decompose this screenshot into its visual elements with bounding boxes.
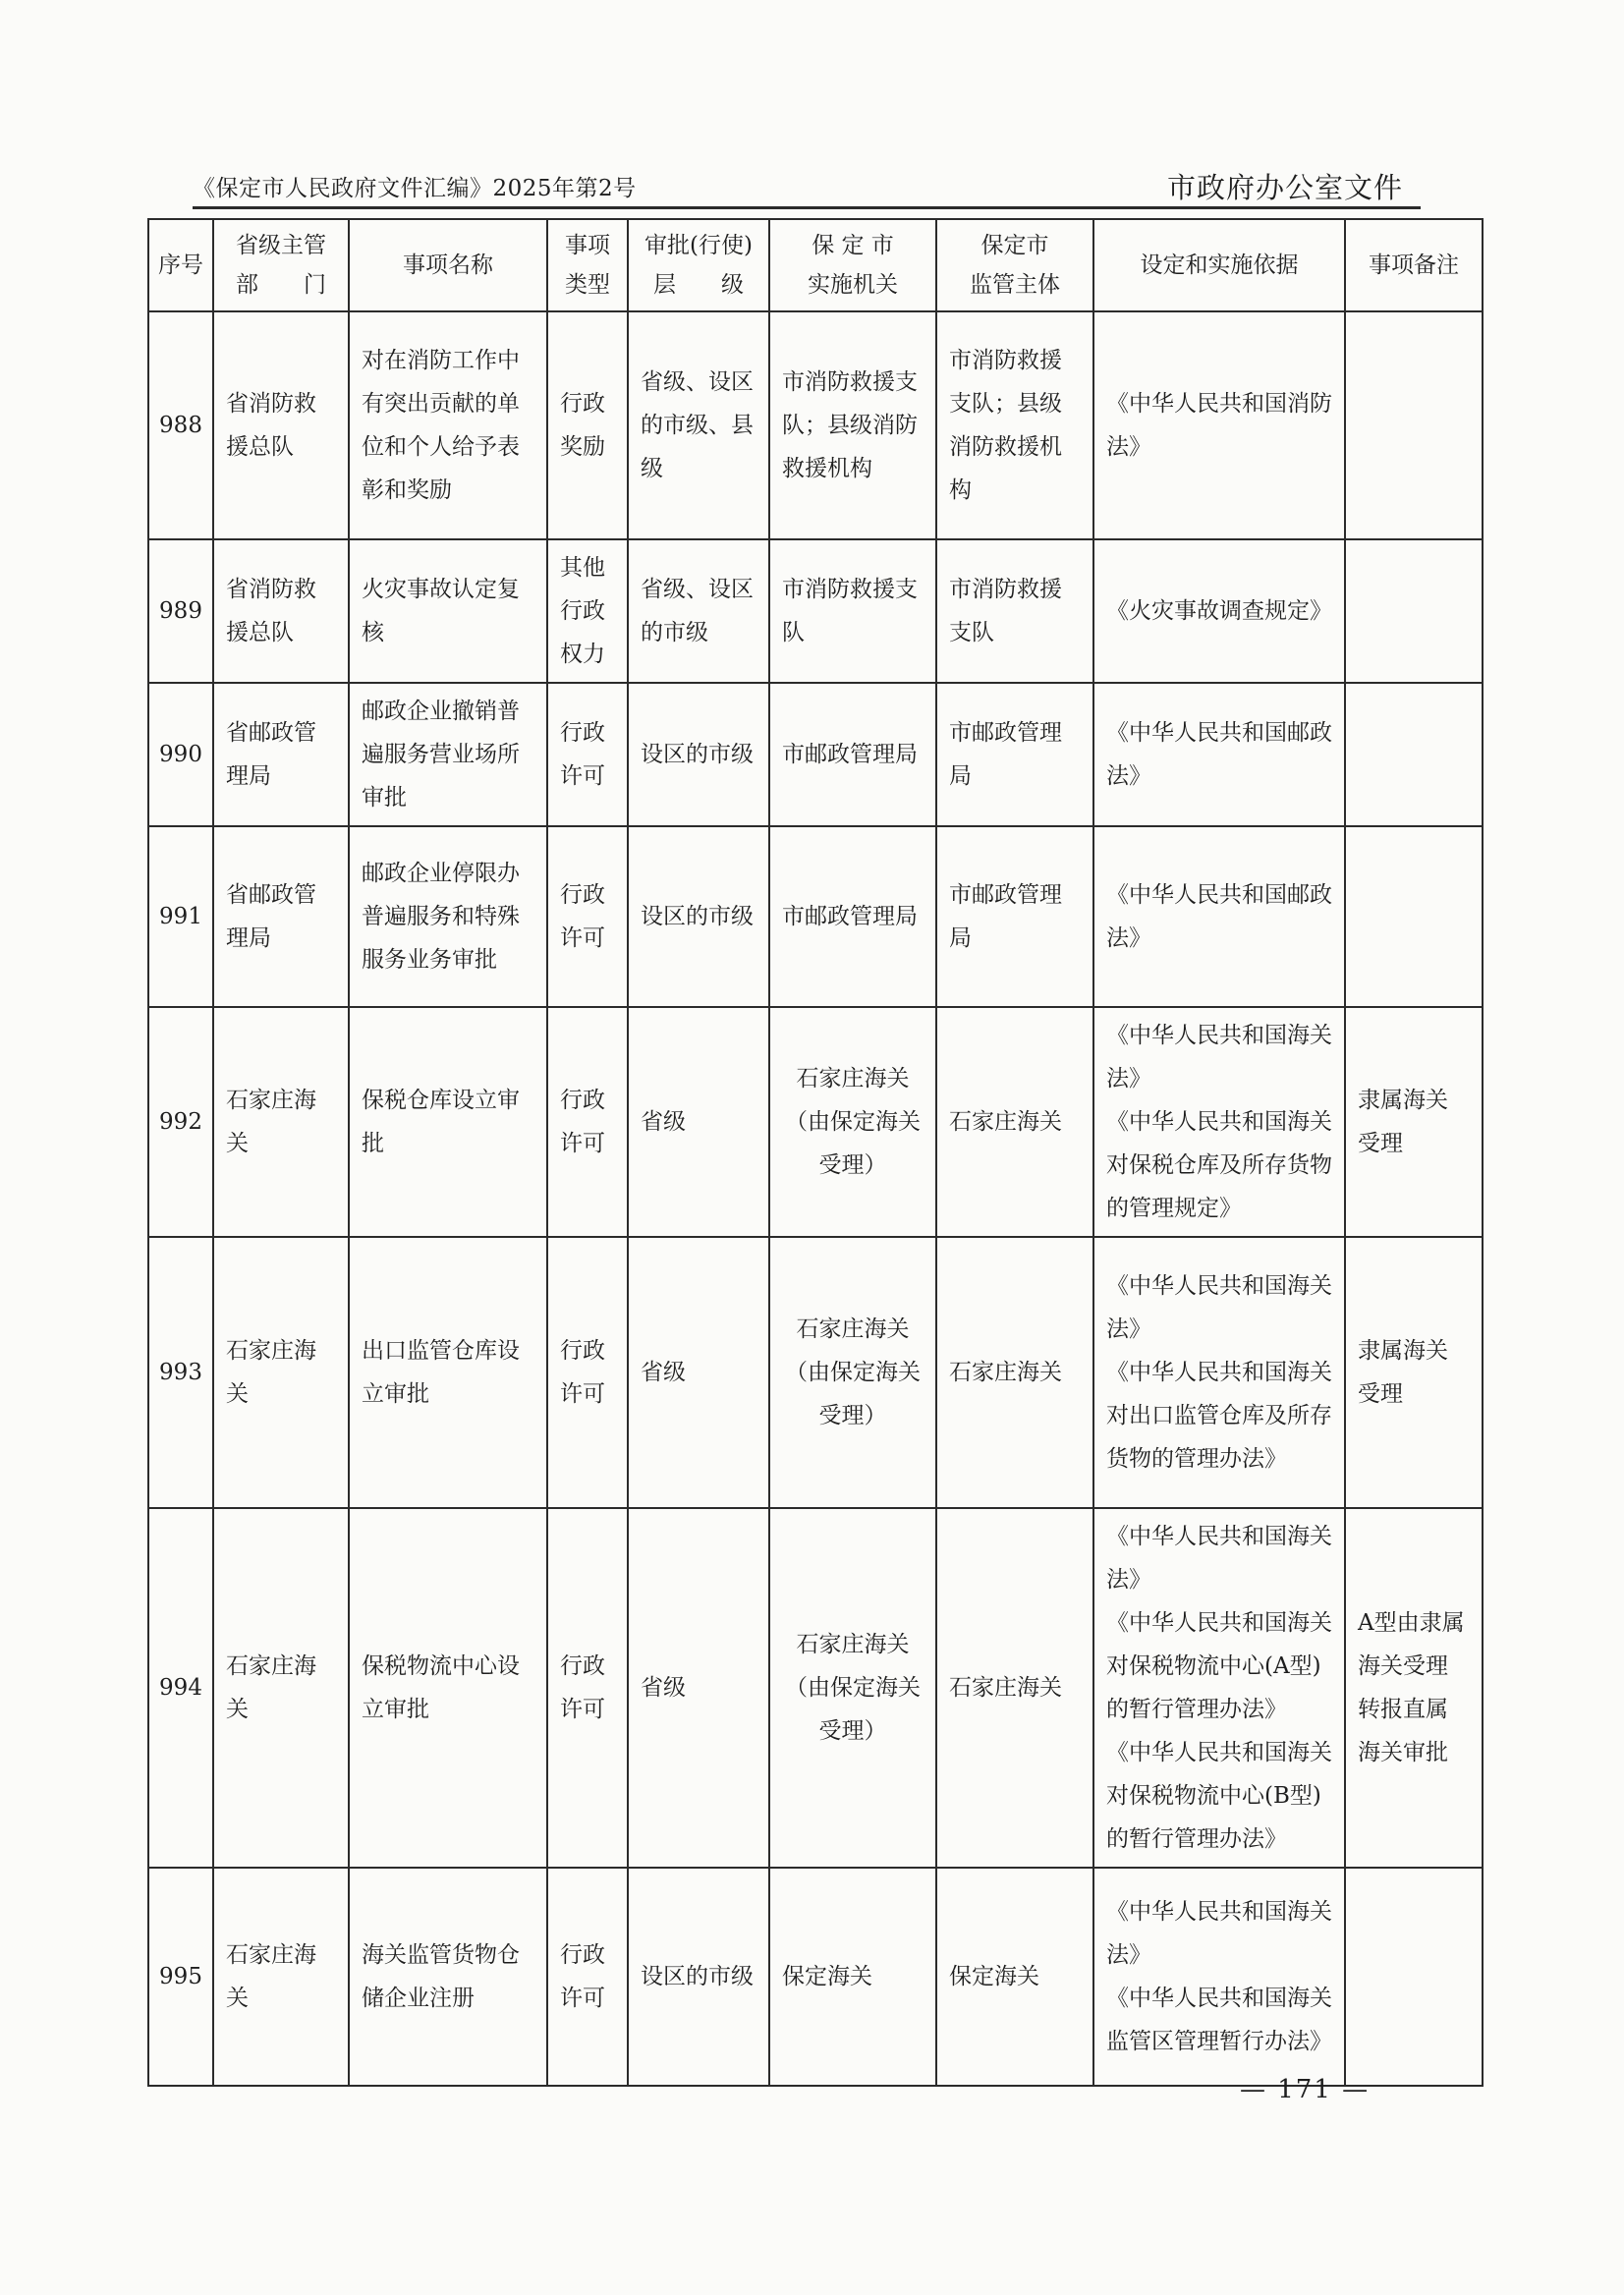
table-row bbox=[148, 1007, 1483, 1237]
cell-type: 行政许可 bbox=[547, 1868, 628, 2086]
cell-basis bbox=[1093, 1868, 1345, 2086]
cell-level: 设区的市级 bbox=[628, 826, 769, 1007]
cell-dept: 省邮政管理局 bbox=[213, 683, 349, 826]
basis-item: 《中华人民共和国海关对保税仓库及所存货物的管理规定》 bbox=[1106, 1109, 1332, 1221]
cell-basis bbox=[1093, 1007, 1345, 1237]
cell-supervisor: 石家庄海关 bbox=[936, 1237, 1093, 1508]
col-header-supervisor: 保定市 监管主体 bbox=[936, 219, 1093, 311]
cell-seq: 993 bbox=[148, 1237, 213, 1508]
cell-agency: 市消防救援支队；县级消防救援机构 bbox=[769, 311, 936, 539]
page-number: — 171 — bbox=[1240, 2075, 1371, 2104]
cell-supervisor: 市消防救援支队 bbox=[936, 539, 1093, 683]
cell-type: 行政许可 bbox=[547, 683, 628, 826]
cell-note bbox=[1345, 539, 1483, 683]
cell-type: 其他行政权力 bbox=[547, 539, 628, 683]
col-header-type: 事项 类型 bbox=[547, 219, 628, 311]
power-items-table bbox=[147, 218, 1484, 2087]
cell-name: 保税物流中心设立审批 bbox=[349, 1508, 547, 1868]
basis-item: 《中华人民共和国海关对出口监管仓库及所存货物的管理办法》 bbox=[1106, 1360, 1332, 1472]
cell-note bbox=[1345, 311, 1483, 539]
basis-item: 《中华人民共和国海关对保税物流中心(B型)的暂行管理办法》 bbox=[1106, 1740, 1332, 1852]
cell-dept: 省消防救援总队 bbox=[213, 311, 349, 539]
cell-dept: 省邮政管理局 bbox=[213, 826, 349, 1007]
col-header-seq: 序号 bbox=[148, 219, 213, 311]
cell-level: 省级、设区的市级、县级 bbox=[628, 311, 769, 539]
table-row bbox=[148, 826, 1483, 1007]
cell-agency: 保定海关 bbox=[769, 1868, 936, 2086]
cell-agency: 市消防救援支队 bbox=[769, 539, 936, 683]
cell-seq: 989 bbox=[148, 539, 213, 683]
cell-agency: 石家庄海关（由保定海关受理） bbox=[769, 1237, 936, 1508]
basis-item: 《中华人民共和国邮政法》 bbox=[1106, 882, 1332, 951]
table-row bbox=[148, 311, 1483, 539]
cell-note: 隶属海关受理 bbox=[1345, 1007, 1483, 1237]
cell-dept: 石家庄海关 bbox=[213, 1007, 349, 1237]
cell-level: 省级 bbox=[628, 1237, 769, 1508]
cell-type: 行政许可 bbox=[547, 1007, 628, 1237]
cell-seq: 990 bbox=[148, 683, 213, 826]
basis-item: 《中华人民共和国海关对保税物流中心(A型)的暂行管理办法》 bbox=[1106, 1610, 1332, 1722]
cell-agency: 石家庄海关（由保定海关受理） bbox=[769, 1508, 936, 1868]
cell-supervisor: 市邮政管理局 bbox=[936, 683, 1093, 826]
cell-basis bbox=[1093, 1237, 1345, 1508]
cell-seq: 991 bbox=[148, 826, 213, 1007]
table-row bbox=[148, 1237, 1483, 1508]
header-rule bbox=[193, 206, 1421, 209]
cell-level: 设区的市级 bbox=[628, 683, 769, 826]
cell-basis bbox=[1093, 1508, 1345, 1868]
table-row bbox=[148, 683, 1483, 826]
col-header-note: 事项备注 bbox=[1345, 219, 1483, 311]
basis-item: 《火灾事故调查规定》 bbox=[1106, 598, 1332, 624]
col-header-agency: 保 定 市 实施机关 bbox=[769, 219, 936, 311]
cell-agency: 市邮政管理局 bbox=[769, 683, 936, 826]
cell-name: 火灾事故认定复核 bbox=[349, 539, 547, 683]
cell-note: 隶属海关受理 bbox=[1345, 1237, 1483, 1508]
cell-note: A型由隶属海关受理转报直属海关审批 bbox=[1345, 1508, 1483, 1868]
cell-basis bbox=[1093, 539, 1345, 683]
cell-supervisor: 石家庄海关 bbox=[936, 1007, 1093, 1237]
basis-item: 《中华人民共和国海关法》 bbox=[1106, 1524, 1332, 1593]
cell-note bbox=[1345, 826, 1483, 1007]
cell-basis bbox=[1093, 311, 1345, 539]
basis-item: 《中华人民共和国海关法》 bbox=[1106, 1023, 1332, 1092]
cell-note bbox=[1345, 683, 1483, 826]
basis-item: 《中华人民共和国海关法》 bbox=[1106, 1273, 1332, 1342]
table-row bbox=[148, 1508, 1483, 1868]
col-header-dept: 省级主管 部 门 bbox=[213, 219, 349, 311]
cell-level: 省级 bbox=[628, 1508, 769, 1868]
cell-agency: 市邮政管理局 bbox=[769, 826, 936, 1007]
col-header-basis: 设定和实施依据 bbox=[1093, 219, 1345, 311]
cell-level: 省级 bbox=[628, 1007, 769, 1237]
table-header-row bbox=[148, 219, 1483, 311]
cell-basis bbox=[1093, 826, 1345, 1007]
col-header-name: 事项名称 bbox=[349, 219, 547, 311]
cell-dept: 石家庄海关 bbox=[213, 1508, 349, 1868]
cell-name: 海关监管货物仓储企业注册 bbox=[349, 1868, 547, 2086]
basis-item: 《中华人民共和国海关监管区管理暂行办法》 bbox=[1106, 1986, 1332, 2054]
cell-seq: 988 bbox=[148, 311, 213, 539]
cell-seq: 992 bbox=[148, 1007, 213, 1237]
cell-basis bbox=[1093, 683, 1345, 826]
basis-item: 《中华人民共和国邮政法》 bbox=[1106, 720, 1332, 789]
cell-name: 对在消防工作中有突出贡献的单位和个人给予表彰和奖励 bbox=[349, 311, 547, 539]
basis-item: 《中华人民共和国海关法》 bbox=[1106, 1899, 1332, 1968]
cell-name: 邮政企业撤销普遍服务营业场所审批 bbox=[349, 683, 547, 826]
table-row bbox=[148, 1868, 1483, 2086]
cell-seq: 994 bbox=[148, 1508, 213, 1868]
cell-level: 设区的市级 bbox=[628, 1868, 769, 2086]
cell-dept: 石家庄海关 bbox=[213, 1868, 349, 2086]
table-body bbox=[148, 311, 1483, 2086]
cell-agency: 石家庄海关（由保定海关受理） bbox=[769, 1007, 936, 1237]
cell-name: 保税仓库设立审批 bbox=[349, 1007, 547, 1237]
section-title: 市政府办公室文件 bbox=[1166, 171, 1403, 204]
cell-name: 出口监管仓库设立审批 bbox=[349, 1237, 547, 1508]
cell-supervisor: 市邮政管理局 bbox=[936, 826, 1093, 1007]
cell-type: 行政许可 bbox=[547, 826, 628, 1007]
publication-title: 《保定市人民政府文件汇编》2025年第2号 bbox=[193, 176, 637, 201]
cell-type: 行政许可 bbox=[547, 1508, 628, 1868]
document-header bbox=[193, 169, 1421, 208]
cell-type: 行政奖励 bbox=[547, 311, 628, 539]
table-row bbox=[148, 539, 1483, 683]
cell-level: 省级、设区的市级 bbox=[628, 539, 769, 683]
cell-supervisor: 市消防救援支队；县级消防救援机构 bbox=[936, 311, 1093, 539]
cell-type: 行政许可 bbox=[547, 1237, 628, 1508]
basis-item: 《中华人民共和国消防法》 bbox=[1106, 391, 1332, 460]
cell-seq: 995 bbox=[148, 1868, 213, 2086]
cell-supervisor: 石家庄海关 bbox=[936, 1508, 1093, 1868]
cell-dept: 石家庄海关 bbox=[213, 1237, 349, 1508]
cell-supervisor: 保定海关 bbox=[936, 1868, 1093, 2086]
col-header-level: 审批(行使) 层 级 bbox=[628, 219, 769, 311]
cell-note bbox=[1345, 1868, 1483, 2086]
cell-name: 邮政企业停限办普遍服务和特殊服务业务审批 bbox=[349, 826, 547, 1007]
cell-dept: 省消防救援总队 bbox=[213, 539, 349, 683]
